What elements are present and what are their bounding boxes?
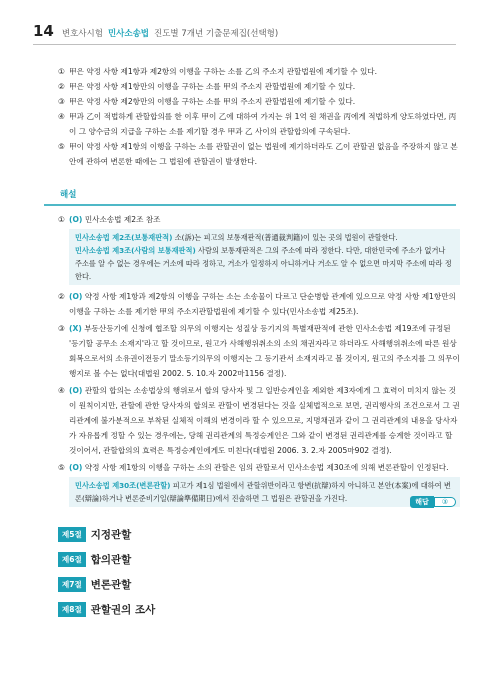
option-4 [58,109,458,139]
item-text: 약정 사항 제1항의 이행을 구하는 소의 관할은 임의 관할로서 민사소송법 제30조에 의해 변론관할이 인정된다. [84,463,449,472]
item-text: 관할의 합의는 소송법상의 행위로서 합의 당사자 및 그 일반승계인을 제외한 제3자에게 그 효력이 미치지 않는 것이 원칙이지만, 관할에 관한 당사자의 합의로 관할이 변경된다는 것을 실체법적으로 보면, 권리행사의 조건으로서 그 권리관계에 불가분적으로 부착된 실체적 이해의 변경이라 할 수 있으므로, 지명채권과 같이 그 권리관계의 내용을 당사자가 자유롭게 정할 수 있는 경우에는, 당해 권리관계의 특정승계인은 그와 같이 변경된 권리관계를 승계한 것이라고 할 것이어서, 관할합의의 효력은 특정승계인에게도 미친다(대법원 2006. 3. 2.자 2005마902 결정). [69,386,460,455]
series-title: 진도별 7개년 기출문제집(선택형) [154,29,279,39]
statute-box [69,477,460,507]
option-text: 甲은 약정 사항 제1항과 제2항의 이행을 구하는 소를 乙의 주소지 관할법원에 제기할 수 있다. [69,67,378,76]
section-title: 지정관할 [90,528,132,541]
option-text: 甲은 약정 사항 제2항만의 이행을 구하는 소를 甲의 주소지 관할법원에 제기할 수 있다. [69,97,356,106]
verdict-badge: (X) [69,324,82,333]
item-marker: ④ [58,386,65,395]
statute-name: 민사소송법 제3조(사람의 보통재판적) [75,246,196,255]
item-text: 부동산등기에 신청에 협조할 의무의 이행지는 성질상 등기지의 특별재판적에 관한 민사소송법 제19조에 규정된 '등기할 공무소 소재지'라고 할 것이므로, 원고가 사해행위취소의 소의 채권자라고 하더라도 사해행위취소에 따른 원상회복으로서의 소유권이전등기 말소등기의무의 이행지는 그 등기관서 소재지라고 볼 것이지, 원고의 주소지를 그 의무이행지로 볼 수는 없다(대법원 2002. 5. 10.자 2002마1156 결정). [69,324,460,378]
section-number-badge: 제5절 [58,527,86,542]
page-number: 14 [33,22,54,40]
book-title: 변호사시험 [61,29,103,39]
option-text: 甲이 약정 사항 제1항의 이행을 구하는 소를 관할권이 없는 법원에 제기하더라도 乙이 관할권 없음을 주장하지 않고 본안에 관하여 변론한 때에는 그 법원에 관할권이 발생한다. [69,142,458,166]
option-marker: ⑤ [58,142,65,151]
option-1 [58,64,458,79]
section-headings [58,526,155,626]
option-text: 甲은 약정 사항 제1항만의 이행을 구하는 소를 甲의 주소지 관할법원에 제기할 수 있다. [69,82,356,91]
answer-value: ③ [434,497,456,507]
section-number-badge: 제6절 [58,552,86,567]
verdict-badge: (O) [69,386,83,395]
section-heading [58,526,155,542]
option-5 [58,139,458,169]
item-marker: ⑤ [58,463,65,472]
item-marker: ② [58,292,65,301]
answer-options [58,64,458,169]
option-marker: ① [58,67,65,76]
option-marker: ③ [58,97,65,106]
option-marker: ② [58,82,65,91]
solution-body [58,212,460,511]
section-heading [58,551,155,567]
section-title: 변론관할 [90,578,132,591]
option-3 [58,94,458,109]
solution-divider [44,204,456,206]
verdict-badge: (O) [69,215,83,224]
section-heading [58,601,155,617]
statute-text: 사람의 보통재판적은 그의 주소에 따라 정한다. 다만, 대한민국에 주소가 없거나 주소를 알 수 없는 경우에는 거소에 따라 정하고, 거소가 일정하지 아니하거나 거소도 알 수 없으면 마지막 주소에 따라 정한다. [75,246,452,281]
solution-item-2 [58,289,460,319]
solution-label: 해설 [60,190,77,200]
solution-item-3 [58,321,460,381]
solution-item-1 [58,212,460,285]
section-number-badge: 제7절 [58,577,86,592]
header-divider [33,44,456,45]
statute-box [69,229,460,285]
verdict-badge: (O) [69,292,83,301]
item-text: 약정 사항 제1항과 제2항의 이행을 구하는 소는 소송물이 다르고 단순병합 관계에 있으므로 약정 사항 제1항만의 이행을 구하는 소를 제기한 甲의 주소지관할법원에 제기할 수 있다(민사소송법 제25조). [69,292,456,316]
solution-item-4 [58,383,460,458]
subject-title: 민사소송법 [107,29,149,39]
option-2 [58,79,458,94]
item-marker: ③ [58,324,65,333]
option-text: 甲과 乙이 적법하게 관할합의를 한 이후 甲이 乙에 대하여 가지는 위 1억 원 채권을 丙에게 적법하게 양도하였다면, 丙이 그 양수금의 지급을 구하는 소를 제기할 경우 甲과 乙 사이의 관할합의에 구속된다. [69,112,457,136]
item-text: 민사소송법 제2조 참조 [84,215,161,224]
solution-item-5 [58,460,460,507]
statute-text: 소(訴)는 피고의 보통재판적(普通裁判籍)이 있는 곳의 법원이 관할한다. [172,233,398,242]
section-heading [58,576,155,592]
statute-name: 민사소송법 제30조(변론관할) [75,481,171,490]
verdict-badge: (O) [69,463,83,472]
answer-badge [410,496,456,508]
option-marker: ④ [58,112,65,121]
statute-name: 민사소송법 제2조(보통재판적) [75,233,173,242]
running-header [33,22,283,40]
section-number-badge: 제8절 [58,602,86,617]
statute-text: 피고가 제1심 법원에서 관할위반이라고 항변(抗辯)하지 아니하고 본안(本案)에 대하여 변론(辯論)하거나 변론준비기일(辯論準備期日)에서 진술하면 그 법원은 관할권을 가진다. [75,481,451,503]
answer-label: 해답 [410,496,434,508]
section-title: 합의관할 [90,553,132,566]
section-title: 관할권의 조사 [90,603,156,616]
item-marker: ① [58,215,65,224]
